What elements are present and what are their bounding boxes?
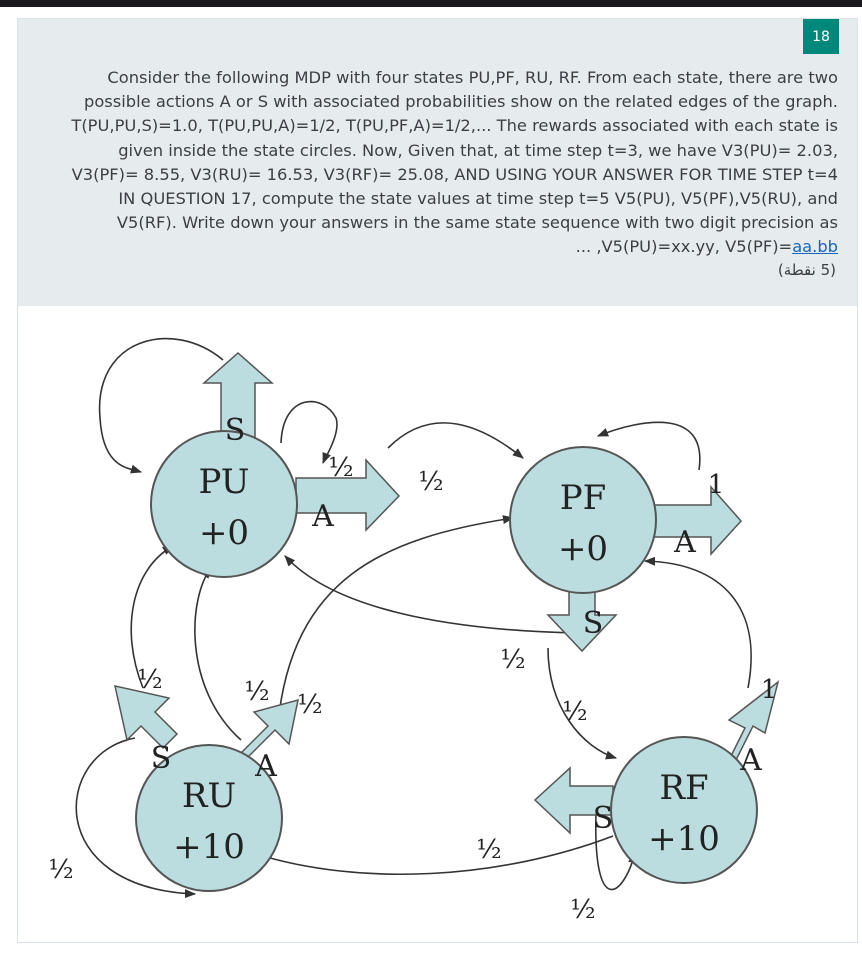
question-line: T(PU,PU,S)=1.0, T(PU,PU,A)=1/2, T(PU,PF,A)=1/2,... The rewards associated with each state is <box>71 116 838 136</box>
prob-pf-s-pu: ½ <box>500 645 526 675</box>
state-pu-name: PU <box>198 462 250 502</box>
state-ru-name: RU <box>181 776 237 816</box>
action-label-ru-s: S <box>150 741 172 776</box>
action-label-pu-a: A <box>312 499 334 534</box>
prob-pf-a-self: 1 <box>707 470 725 500</box>
action-label-pu-s: S <box>224 413 246 448</box>
answer-format-link[interactable]: aa.bb <box>792 237 838 257</box>
action-label-pf-s: S <box>582 606 604 641</box>
action-label-rf-a: A <box>740 743 762 778</box>
edge-ru-s-pu <box>195 568 241 740</box>
question-header <box>18 19 857 306</box>
state-pu-reward: +0 <box>198 513 250 553</box>
question-line: IN QUESTION 17, compute the state values at time step t=5 V5(PU), V5(PF),V5(RU), and <box>118 189 838 209</box>
prob-ru-s-pu: ½ <box>244 677 270 707</box>
state-rf-node <box>611 737 757 883</box>
mdp-diagram-svg <box>23 308 851 935</box>
prob-pu-a-self: ½ <box>328 453 354 483</box>
edge-pu-a-pf <box>388 423 523 458</box>
question-text <box>52 66 838 260</box>
state-ru-reward: +10 <box>173 827 245 867</box>
question-line: given inside the state circles. Now, Given that, at time step t=3, we have V3(PU)= 2.03, <box>118 140 838 160</box>
ru-s-arrow-icon <box>115 686 177 748</box>
state-rf-reward: +10 <box>648 819 720 859</box>
state-pf-node <box>510 447 656 593</box>
prob-pf-s-rf: ½ <box>562 697 588 727</box>
question-line: possible actions A or S with associated probabilities show on the related edges of the graph. <box>83 92 838 112</box>
mdp-diagram <box>23 308 851 935</box>
prob-rf-a-pf: 1 <box>760 675 778 705</box>
points-label: (5 نقطة) <box>777 261 836 279</box>
action-label-rf-s: S <box>592 801 614 836</box>
prob-ru-a-pf: ½ <box>297 690 323 720</box>
prob-rf-s-self: ½ <box>570 895 596 925</box>
question-line: Consider the following MDP with four states PU,PF, RU, RF. From each state, there are two <box>107 68 838 87</box>
state-pf-name: PF <box>559 478 607 518</box>
question-line: V3(PF)= 8.55, V3(RU)= 16.53, V3(RF)= 25.08, AND USING YOUR ANSWER FOR TIME STEP t=4 <box>71 164 838 184</box>
top-bar <box>0 0 862 7</box>
prob-rf-s-ru: ½ <box>476 835 502 865</box>
action-label-ru-a: A <box>255 749 277 784</box>
edge-rf-a-pf <box>645 561 751 688</box>
question-card <box>17 18 858 943</box>
prob-pu-a-pf: ½ <box>418 467 444 497</box>
prob-ru-s-self: ½ <box>48 855 74 885</box>
state-pu-node <box>151 431 297 577</box>
question-number-badge: 18 <box>803 19 839 54</box>
answer-format-text: ... ,V5(PU)=xx.yy, V5(PF)= <box>575 237 793 257</box>
state-pf-reward: +0 <box>557 529 609 569</box>
pf-a-arrow-icon <box>651 487 741 554</box>
question-line-last <box>52 235 838 259</box>
state-rf-name: RF <box>659 768 709 808</box>
prob-pu-s-ru: ½ <box>137 665 163 695</box>
action-label-pf-a: A <box>674 525 696 560</box>
edge-rf-s-ru <box>253 836 613 874</box>
question-line: V5(RF). Write down your answers in the same state sequence with two digit precision as <box>116 213 838 233</box>
